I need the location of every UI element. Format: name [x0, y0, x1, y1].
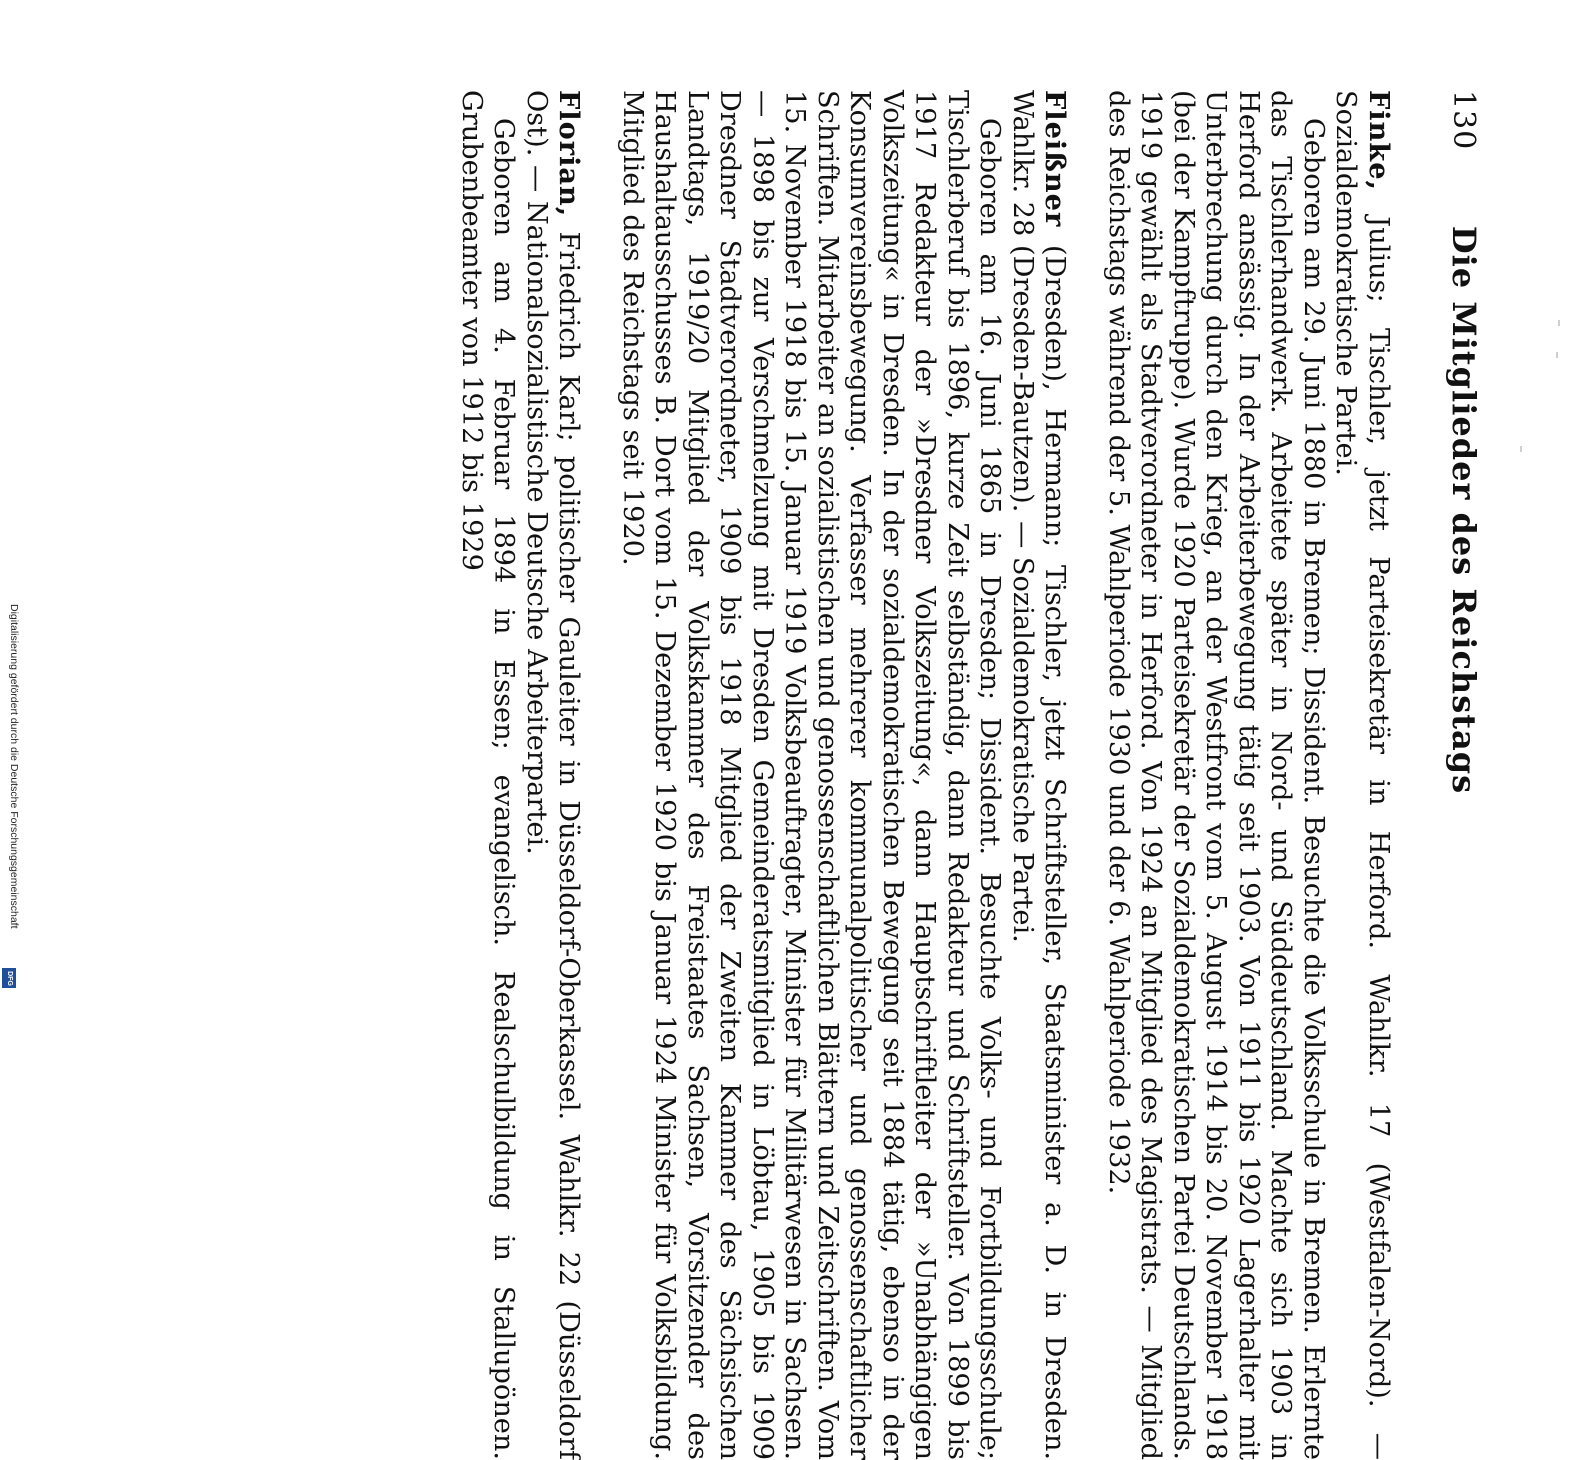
page-number: 130 — [1446, 90, 1481, 151]
page-header — [1437, 60, 1487, 960]
document-page — [87, 60, 1487, 1460]
dfg-logo-text: DFG — [5, 970, 13, 986]
entry-lead — [1006, 90, 1072, 1460]
member-summary: Julius; Tischler, jetzt Parteisekretär in Herford. Wahlkr. 17 (Westfalen-Nord). — Sozialdemokratische Partei. — [1330, 90, 1394, 1460]
entry-lead — [520, 90, 586, 1460]
scan-artifact — [1558, 320, 1560, 326]
member-name: Finke, — [1363, 90, 1395, 191]
member-summary: (Dresden), Hermann; Tischler, jetzt Schriftsteller, Staatsminister a. D. in Dresden. Wahlkr. 28 (Dresden-Bautzen). — Sozialdemokratische Partei. — [1007, 90, 1071, 1460]
scan-artifact — [1520, 446, 1522, 452]
scan-artifact — [1556, 352, 1558, 358]
member-name: Fleißner — [1039, 90, 1072, 228]
page-content — [425, 90, 1396, 1460]
dfg-logo — [2, 968, 16, 988]
entry-lead — [1329, 90, 1395, 1460]
member-biography: Geboren am 4. Februar 1894 in Essen; evangelisch. Realschulbildung in Stallupönen. Grubenbeamter von 1912 bis 1929 — [456, 90, 520, 1460]
member-biography: Geboren am 16. Juni 1865 in Dresden; Dissident. Besuchte Volks- und Fortbildungsschule; Tischlerberuf bis 1896, kurze Zeit selbständig, dann Redakteur und Schriftsteller. Von 1899 bis 1917 Redakteur der »Dresdner Volkszeitung«, dann Hauptschriftleiter der »Unabhängigen Volkszeitung« in Dresden. In der sozialdemokratischen Bewegung seit 1884 tätig, ebenso in der Konsumvereinsbewegung. Verfasser mehrerer kommunalpolitischer und genossenschaftlicher Schriften. Mitarbeiter an sozialistischen und genossenschaftlichen Blättern und Zeitschriften. Vom 15. November 1918 bis 15. Januar 1919 Volksbeauftragter, Minister für Militärwesen in Sachsen. — 1898 bis zur Verschmelzung mit Dresden Gemeinderatsmitglied in Löbtau, 1905 bis 1909 Dresdner Stadtverordneter, 1909 bis 1918 Mitglied der Zweiten Kammer des Sächsischen Landtags, 1919/20 Mitglied der Volkskammer des Freistaates Sachsen, Vorsitzender des Haushaltausschusses B. Dort vom 15. Dezember 1920 bis Januar 1924 Minister für Volksbildung. Mitglied des Reichstags seit 1920. — [617, 90, 1006, 1460]
member-biography: Geboren am 29. Juni 1880 in Bremen; Dissident. Besuchte die Volksschule in Bremen. Erlernte das Tischlerhandwerk. Arbeitete später in Nord- und Süddeutschland. Machte sich 1903 in Herford ansässig. In der Arbeiterbewegung tätig seit 1903. Von 1911 bis 1920 Lagerhalter mit Unterbrechung durch den Krieg, an der Westfront vom 5. August 1914 bis 20. November 1918 (bei der Kampftruppe). Wurde 1920 Parteisekretär der Sozialdemokratischen Partei Deutschlands. 1919 gewählt als Stadtverordneter in Herford. Von 1924 an Mitglied des Magistrats. — Mitglied des Reichstags während der 5. Wahlperiode 1930 und der 6. Wahlperiode 1932. — [1103, 90, 1329, 1460]
member-entry — [455, 90, 586, 1460]
member-entry — [616, 90, 1072, 1460]
funding-note — [0, 604, 26, 980]
running-title: Die Mitglieder des Reichstags — [1445, 225, 1483, 795]
member-name: Florian, — [553, 90, 586, 218]
member-summary: Friedrich Karl; politischer Gauleiter in Düsseldorf-Oberkassel. Wahlkr. 22 (Düsseldorf Ost). — Nationalsozialistische Deutsche Arbeiterpartei. — [521, 90, 585, 1460]
member-entry — [1102, 90, 1396, 1460]
funding-note-text: Digitalisierung gefördert durch die Deutsche Forschungsgemeinschaft — [8, 604, 20, 929]
